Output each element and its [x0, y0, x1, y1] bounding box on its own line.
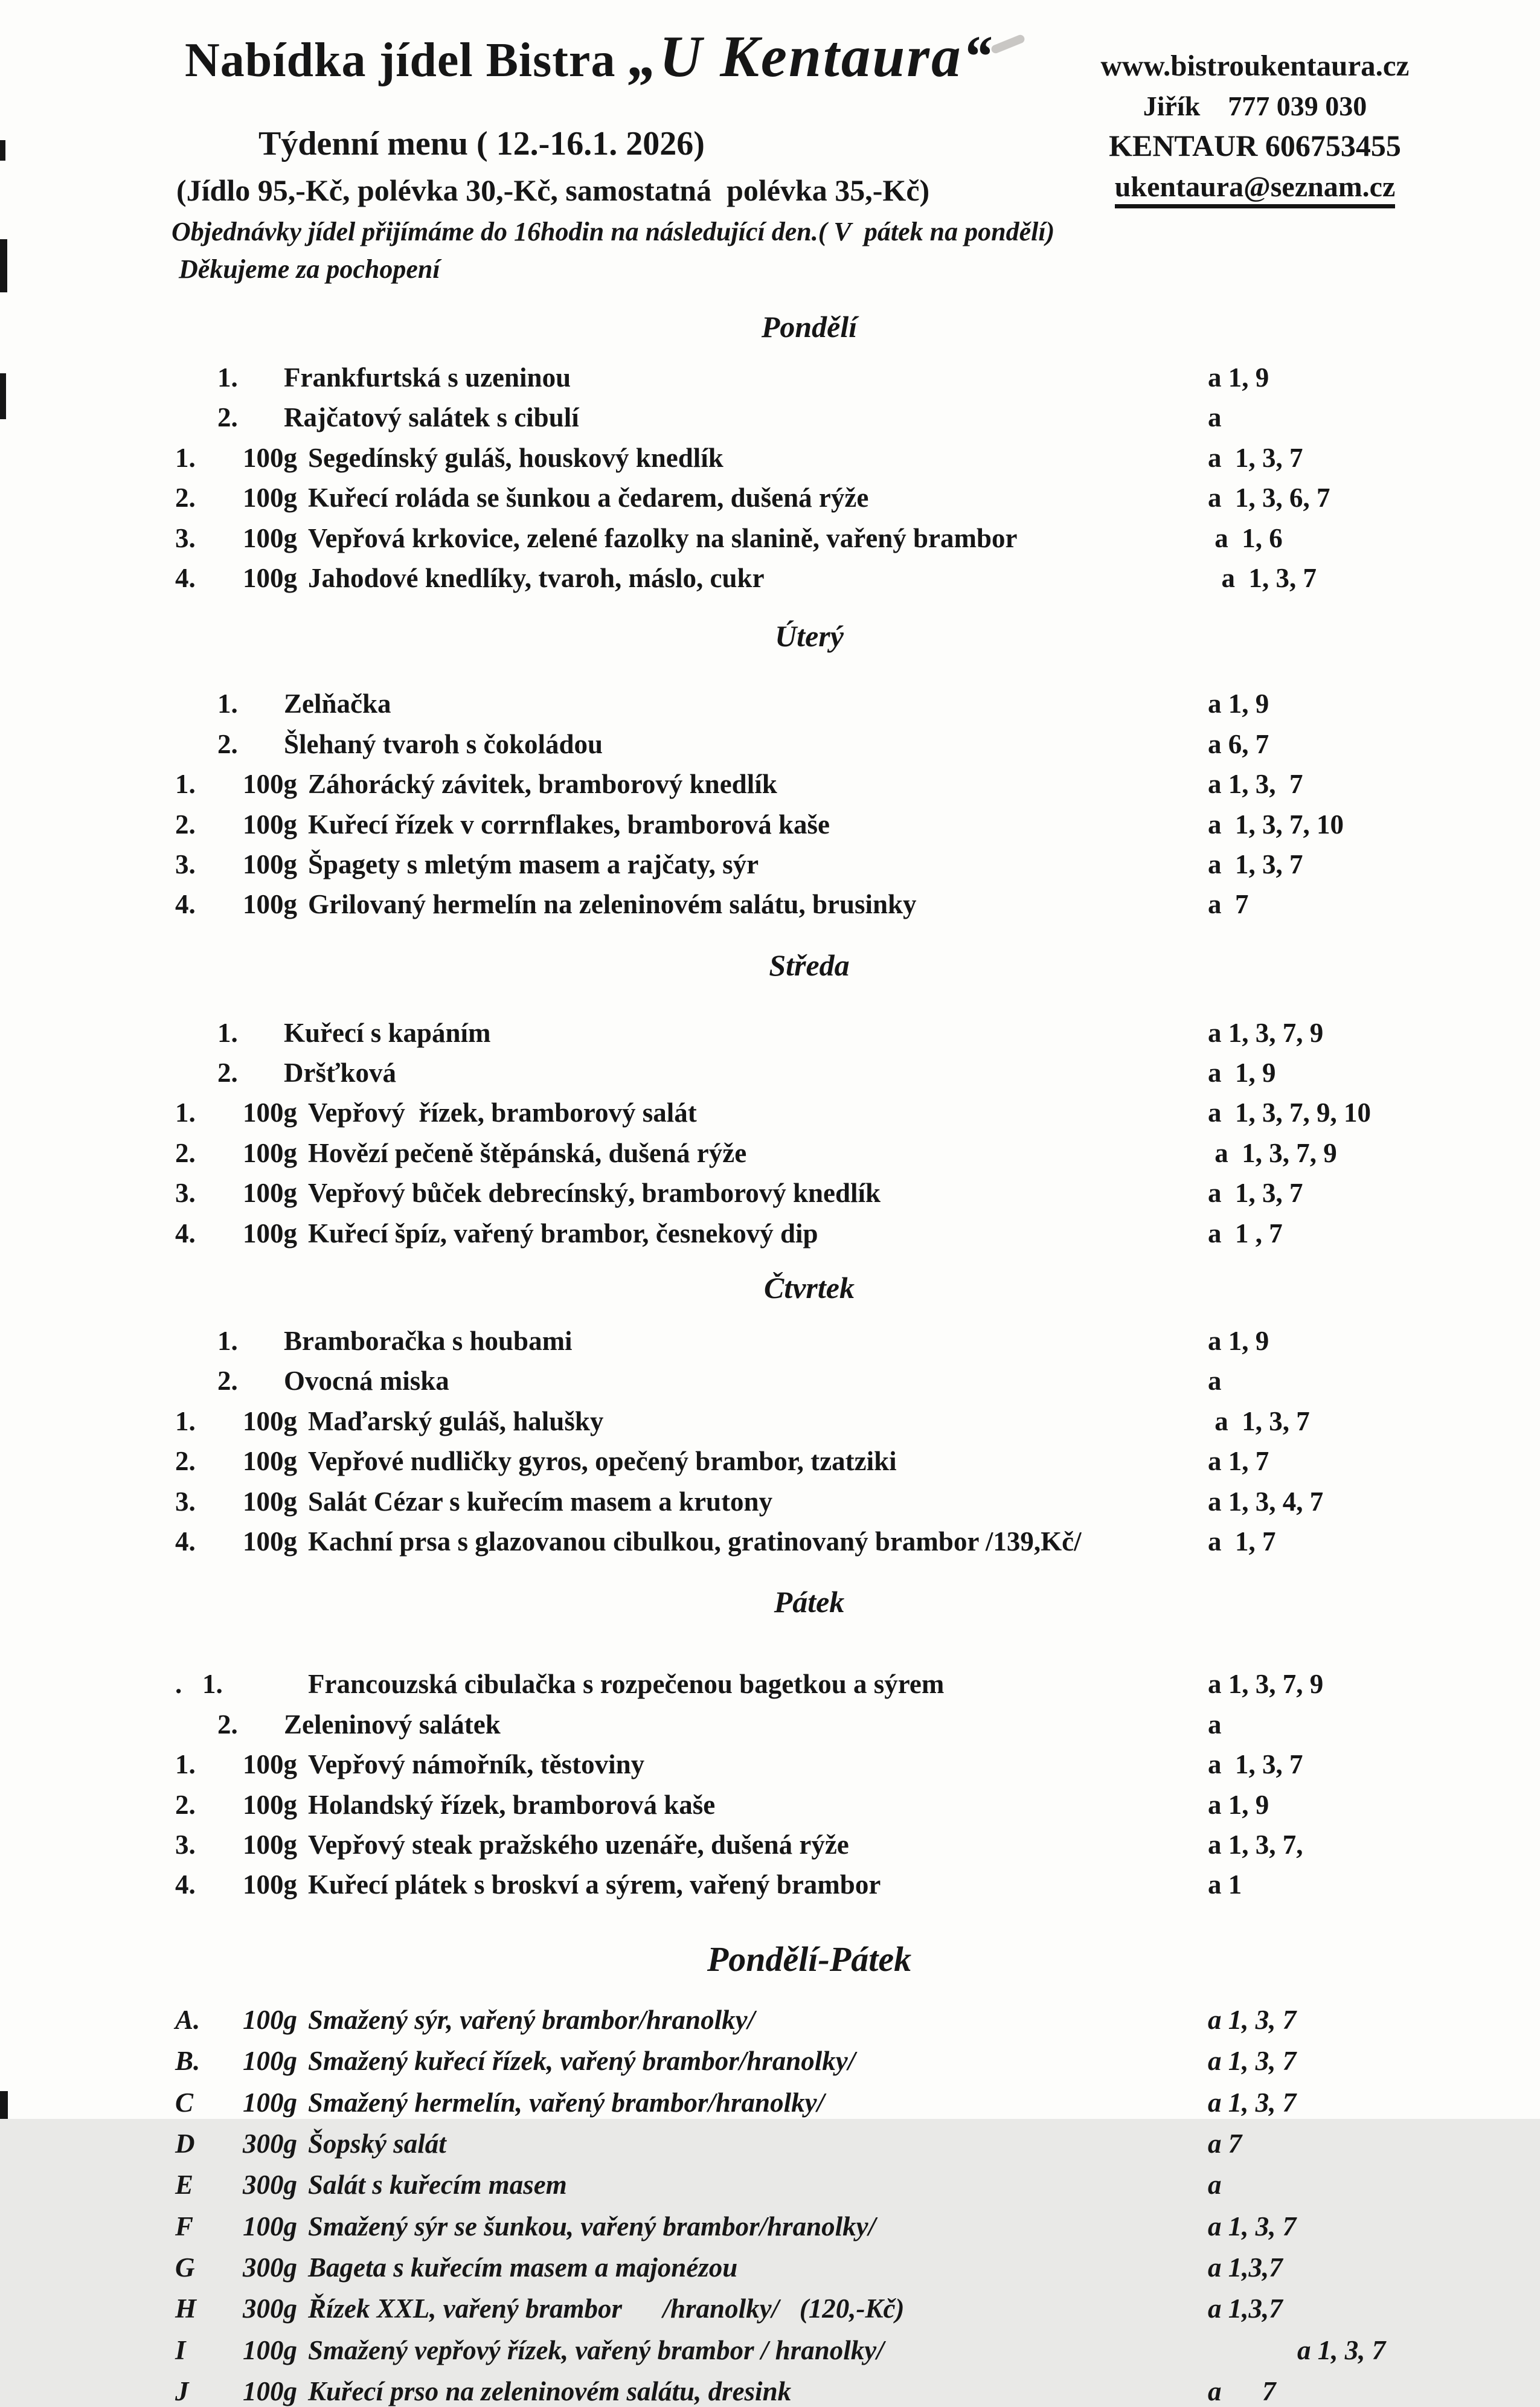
dish-name: Zelňačka [284, 689, 391, 719]
dish-name: Jahodové knedlíky, tvaroh, máslo, cukr [308, 562, 765, 593]
dish-name: Vepřový námořník, těstoviny [308, 1749, 645, 1780]
item-number: 3. [175, 522, 196, 553]
item-number: 4. [175, 1869, 196, 1900]
item-number: 1. [175, 769, 196, 800]
item-portion: 100g [243, 2376, 297, 2407]
allergen-codes: a 1, 9 [1208, 1058, 1276, 1088]
allergen-codes: a 1, 3, 7, 9, 10 [1208, 1097, 1371, 1128]
item-portion: 300g [243, 2128, 297, 2159]
item-number: 1. [175, 1406, 196, 1436]
allergen-codes: a 1, 9 [1208, 362, 1269, 393]
item-number: 2. [175, 1446, 196, 1477]
item-portion: 100g [243, 2087, 297, 2118]
menu-item-row [175, 362, 1443, 393]
allergen-codes: a 1, 3, 7, 10 [1208, 809, 1344, 840]
item-number: 2. [217, 1709, 238, 1740]
menu-item-row [175, 849, 1443, 879]
menu-item-row [175, 2170, 1443, 2200]
dish-name: Vepřové nudličky gyros, opečený brambor, tzatziki [308, 1446, 897, 1477]
thanks-note: Děkujeme za pochopení [179, 254, 440, 284]
allergen-codes: a 1, 3, 4, 7 [1208, 1486, 1324, 1517]
allergen-codes: a 6, 7 [1208, 728, 1269, 759]
item-portion: 100g [243, 522, 297, 553]
dish-name: Smažený sýr, vařený brambor/hranolky/ [308, 2004, 756, 2035]
dish-name: Smažený hermelín, vařený brambor/hranolky/ [308, 2087, 825, 2118]
item-portion: 100g [243, 483, 297, 513]
item-number: 3. [175, 849, 196, 879]
phone-kentaur: KENTAUR 606753455 [1109, 129, 1401, 162]
allergen-codes: a 1, 3, 7 [1208, 1178, 1303, 1209]
menu-item-row [175, 729, 1443, 759]
dish-name: Dršťková [284, 1058, 396, 1088]
menu-item-row [175, 2293, 1443, 2324]
item-portion: 100g [243, 1526, 297, 1557]
menu-item-row [175, 1406, 1443, 1436]
dish-name: Špagety s mletým masem a rajčaty, sýr [308, 849, 759, 879]
item-number: 2. [175, 1137, 196, 1168]
dish-name: Kuřecí řízek v corrnflakes, bramborová kaše [308, 809, 830, 840]
item-letter: F [175, 2211, 194, 2241]
menu-item-row [175, 1326, 1443, 1356]
item-portion: 100g [243, 1406, 297, 1436]
item-number: 1. [175, 1749, 196, 1780]
item-number: 4. [175, 1218, 196, 1248]
allergen-codes: a 1, 3, 7 [1208, 2087, 1297, 2118]
item-portion: 100g [243, 2335, 297, 2365]
dish-name: Kuřecí plátek s broskví a sýrem, vařený brambor [308, 1869, 881, 1900]
dish-name: Bageta s kuřecím masem a majonézou [308, 2252, 738, 2283]
item-portion: 100g [243, 809, 297, 840]
dish-name: Kuřecí roláda se šunkou a čedarem, dušená rýže [308, 483, 869, 513]
item-letter: C [175, 2087, 194, 2118]
menu-body [0, 309, 1540, 2407]
allergen-codes: a 1, 3, 7 [1208, 769, 1303, 800]
menu-item-row [175, 2087, 1443, 2118]
item-portion: 300g [243, 2170, 297, 2200]
menu-item-row [175, 1446, 1443, 1476]
allergen-codes: a 1,3,7 [1208, 2293, 1283, 2324]
contact-block [1074, 48, 1436, 208]
allergen-codes: a 1, 3, 7, 9 [1208, 1137, 1337, 1168]
item-number: . 1. [175, 1669, 223, 1700]
dish-name: Frankfurtská s uzeninou [284, 362, 571, 393]
item-number: 1. [217, 362, 238, 393]
item-number: 1. [175, 1097, 196, 1128]
day-header: Pondělí [761, 310, 858, 344]
item-portion: 100g [243, 1869, 297, 1900]
day-header: Úterý [775, 619, 844, 654]
dish-name: Salát s kuřecím masem [308, 2170, 567, 2200]
day-section-thursday [175, 1270, 1443, 1557]
menu-item-row [175, 2005, 1443, 2035]
dish-name: Řízek XXL, vařený brambor /hranolky/ (120,-Kč) [308, 2293, 905, 2324]
menu-item-row [175, 563, 1443, 593]
website-url: www.bistroukentaura.cz [1100, 49, 1410, 82]
item-number: 2. [175, 1789, 196, 1820]
scan-artifact [0, 2091, 8, 2119]
item-number: 1. [217, 1326, 238, 1357]
item-number: 2. [217, 1366, 238, 1396]
item-number: 4. [175, 1526, 196, 1557]
menu-item-row [175, 1669, 1443, 1699]
menu-item-row [175, 483, 1443, 513]
menu-item-row [175, 443, 1443, 473]
menu-item-row [175, 2252, 1443, 2283]
dish-name: Francouzská cibulačka s rozpečenou bagetkou a sýrem [308, 1669, 945, 1700]
bistro-title-text: Nabídka jídel Bistra [185, 34, 616, 87]
dish-name: Salát Cézar s kuřecím masem a krutony [308, 1486, 773, 1517]
bistro-name: „U Kentaura“ [628, 24, 994, 89]
allergen-codes: a 1 , 7 [1208, 1218, 1283, 1248]
allergen-codes: a 1, 3, 7 [1208, 2046, 1297, 2077]
allergen-codes: a 1, 9 [1208, 689, 1269, 719]
day-header: Čtvrtek [764, 1271, 855, 1305]
week-section-header: Pondělí-Pátek [707, 1939, 912, 1979]
dish-name: Segedínský guláš, houskový knedlík [308, 442, 723, 473]
allergen-codes: a 1, 3, 7, [1208, 1829, 1303, 1860]
dish-name: Šlehaný tvaroh s čokoládou [284, 728, 603, 759]
menu-item-row [175, 1830, 1443, 1860]
price-info: (Jídlo 95,-Kč, polévka 30,-Kč, samostatná polévka 35,-Kč) [176, 173, 930, 207]
item-letter: E [175, 2170, 194, 2200]
item-portion: 100g [243, 1137, 297, 1168]
menu-item-row [175, 1709, 1443, 1740]
menu-item-row [175, 523, 1443, 553]
allergen-codes: a [1208, 1366, 1222, 1396]
item-letter: G [175, 2252, 195, 2283]
item-number: 2. [217, 402, 238, 433]
scan-artifact [0, 373, 6, 419]
week-section [175, 1939, 1443, 2407]
day-section-tuesday [175, 619, 1443, 919]
item-letter: J [175, 2376, 189, 2407]
dish-name: Maďarský guláš, halušky [308, 1406, 604, 1436]
dish-name: Šopský salát [308, 2128, 446, 2159]
day-header: Středa [769, 948, 850, 982]
dish-name: Holandský řízek, bramborová kaše [308, 1789, 716, 1820]
menu-item-row [175, 1178, 1443, 1208]
item-portion: 100g [243, 2004, 297, 2035]
allergen-codes: a 1, 3, 7 [1208, 442, 1303, 473]
item-portion: 100g [243, 849, 297, 879]
dish-name: Vepřový řízek, bramborový salát [308, 1097, 697, 1128]
allergen-codes: a 7 [1208, 889, 1249, 920]
allergen-codes: a 1, 3, 7 [1208, 562, 1317, 593]
item-portion: 100g [243, 562, 297, 593]
allergen-codes: a 1, 3, 7 [1208, 2211, 1297, 2241]
dish-name: Vepřový steak pražského uzenáře, dušená rýže [308, 1829, 849, 1860]
menu-item-row [175, 1790, 1443, 1820]
item-portion: 100g [243, 1097, 297, 1128]
item-number: 2. [175, 483, 196, 513]
dish-name: Bramboračka s houbami [284, 1326, 573, 1357]
allergen-codes: a [1208, 402, 1222, 433]
allergen-codes: a 1, 3, 7 [1208, 1406, 1310, 1436]
item-portion: 100g [243, 1218, 297, 1248]
allergen-codes: a 1 [1208, 1869, 1242, 1900]
dish-name: Grilovaný hermelín na zeleninovém salátu, brusinky [308, 889, 917, 920]
allergen-codes: a 1, 3, 6, 7 [1208, 483, 1330, 513]
allergen-codes: a 7 [1208, 2128, 1242, 2159]
item-number: 3. [175, 1829, 196, 1860]
item-number: 1. [217, 689, 238, 719]
allergen-codes: a 1, 9 [1208, 1326, 1269, 1357]
allergen-codes: a 1,3,7 [1208, 2252, 1283, 2283]
dish-name: Hovězí pečeně štěpánská, dušená rýže [308, 1137, 747, 1168]
day-section-wednesday [175, 948, 1443, 1248]
day-section-monday [175, 309, 1443, 593]
menu-item-row [175, 2046, 1443, 2076]
allergen-codes: a [1208, 1709, 1222, 1740]
phone-jirik: Jiřík 777 039 030 [1143, 91, 1367, 121]
menu-item-row [175, 1366, 1443, 1396]
item-portion: 100g [243, 2046, 297, 2077]
item-portion: 100g [243, 1749, 297, 1780]
order-note: Objednávky jídel přijímáme do 16hodin na následující den.( V pátek na pondělí) [172, 217, 1055, 246]
allergen-codes: a 1, 3, 7 [1208, 1749, 1303, 1780]
item-number: 3. [175, 1486, 196, 1517]
item-portion: 100g [243, 1829, 297, 1860]
menu-item-row [175, 1218, 1443, 1248]
day-header: Pátek [774, 1585, 845, 1619]
menu-item-row [175, 402, 1443, 432]
document-header [0, 0, 1540, 289]
email-address: ukentaura@seznam.cz [1115, 170, 1396, 208]
allergen-codes: a [1208, 2170, 1222, 2200]
allergen-codes: a 7 [1208, 2376, 1276, 2407]
day-section-friday [175, 1584, 1443, 1900]
allergen-codes: a 1, 7 [1208, 1446, 1269, 1477]
allergen-codes: a 1, 3, 7 [1297, 2335, 1386, 2365]
item-letter: I [175, 2335, 186, 2365]
item-portion: 100g [243, 1446, 297, 1477]
menu-item-row [175, 1869, 1443, 1900]
item-portion: 100g [243, 889, 297, 920]
dish-name: Kachní prsa s glazovanou cibulkou, gratinovaný brambor /139,Kč/ [308, 1526, 1082, 1557]
menu-item-row [175, 2335, 1443, 2365]
item-letter: A. [175, 2004, 201, 2035]
item-number: 2. [175, 809, 196, 840]
allergen-codes: a 1, 3, 7, 9 [1208, 1017, 1324, 1048]
allergen-codes: a 1, 3, 7, 9 [1208, 1669, 1324, 1700]
item-number: 4. [175, 562, 196, 593]
item-portion: 100g [243, 1789, 297, 1820]
item-portion: 100g [243, 1486, 297, 1517]
menu-item-row [175, 2129, 1443, 2159]
allergen-codes: a 1, 3, 7 [1208, 2004, 1297, 2035]
dish-name: Zeleninový salátek [284, 1709, 501, 1740]
dish-name: Kuřecí prso na zeleninovém salátu, dresink [308, 2376, 792, 2407]
item-number: 1. [175, 442, 196, 473]
item-letter: H [175, 2293, 197, 2324]
menu-item-row [175, 1486, 1443, 1517]
item-letter: B. [175, 2046, 201, 2077]
menu-item-row [175, 1526, 1443, 1557]
item-portion: 100g [243, 2211, 297, 2241]
menu-item-row [175, 1749, 1443, 1779]
menu-item-row [175, 1138, 1443, 1168]
dish-name: Kuřecí špíz, vařený brambor, česnekový dip [308, 1218, 818, 1248]
dish-name: Smažený sýr se šunkou, vařený brambor/hranolky/ [308, 2211, 876, 2241]
item-portion: 100g [243, 769, 297, 800]
menu-item-row [175, 2376, 1443, 2406]
allergen-codes: a 1, 7 [1208, 1526, 1276, 1557]
item-portion: 300g [243, 2252, 297, 2283]
item-number: 4. [175, 889, 196, 920]
dish-name: Záhorácký závitek, bramborový knedlík [308, 769, 777, 800]
menu-item-row [175, 809, 1443, 840]
menu-item-row [175, 889, 1443, 919]
item-number: 2. [217, 728, 238, 759]
item-portion: 100g [243, 1178, 297, 1209]
item-portion: 300g [243, 2293, 297, 2324]
dish-name: Smažený vepřový řízek, vařený brambor / hranolky/ [308, 2335, 884, 2365]
item-number: 3. [175, 1178, 196, 1209]
page-title [185, 23, 993, 90]
week-subtitle: Týdenní menu ( 12.-16.1. 2026) [258, 125, 705, 162]
menu-item-row [175, 1058, 1443, 1088]
menu-item-row [175, 1097, 1443, 1128]
dish-name: Vepřová krkovice, zelené fazolky na slanině, vařený brambor [308, 522, 1018, 553]
item-letter: D [175, 2128, 195, 2159]
menu-item-row [175, 2211, 1443, 2241]
menu-item-row [175, 689, 1443, 719]
item-number: 2. [217, 1058, 238, 1088]
allergen-codes: a 1, 9 [1208, 1789, 1269, 1820]
dish-name: Vepřový bůček debrecínský, bramborový knedlík [308, 1178, 881, 1209]
allergen-codes: a 1, 3, 7 [1208, 849, 1303, 879]
allergen-codes: a 1, 6 [1208, 522, 1283, 553]
menu-item-row [175, 1018, 1443, 1048]
dish-name: Ovocná miska [284, 1366, 449, 1396]
dish-name: Rajčatový salátek s cibulí [284, 402, 579, 433]
item-number: 1. [217, 1017, 238, 1048]
menu-item-row [175, 769, 1443, 799]
dish-name: Kuřecí s kapáním [284, 1017, 491, 1048]
item-portion: 100g [243, 442, 297, 473]
dish-name: Smažený kuřecí řízek, vařený brambor/hranolky/ [308, 2046, 856, 2077]
